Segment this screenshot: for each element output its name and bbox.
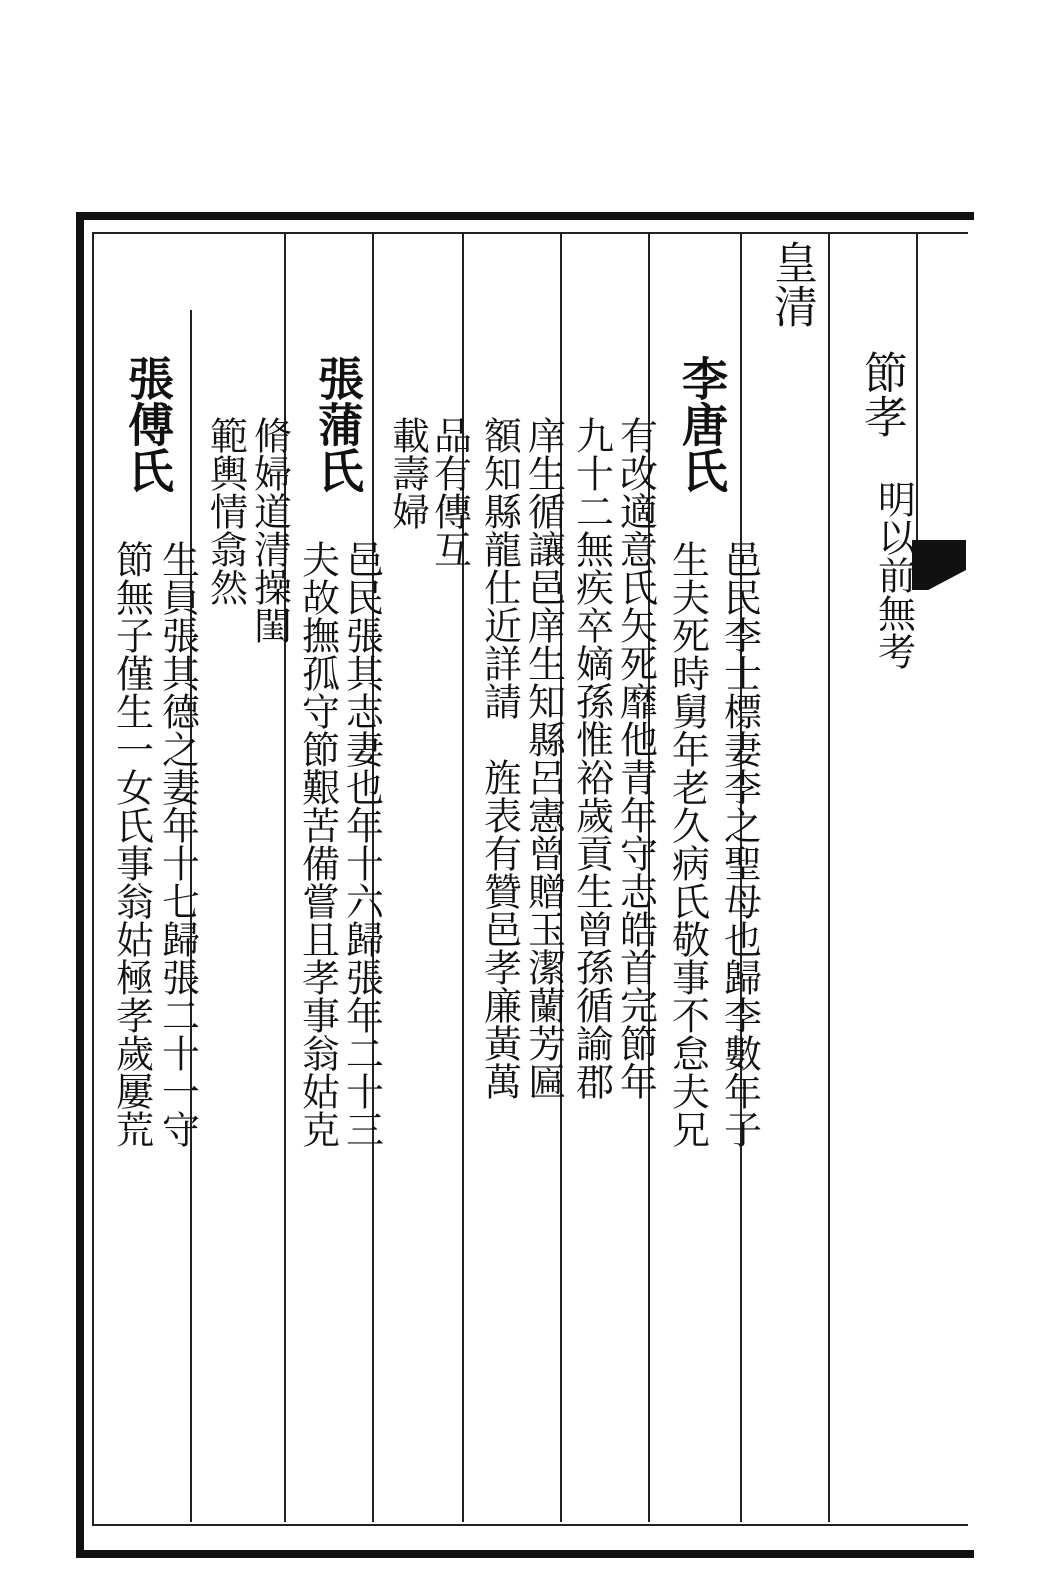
entry-name-zhang-pu: 張蒲氏 — [311, 355, 365, 493]
entry-text-column: 脩婦道清操閨 — [247, 416, 292, 644]
entry-text-column: 庠生循讓邑庠生知縣呂憲曾贈玉潔蘭芳匾 — [521, 416, 566, 1100]
entry-text-column: 九十二無疾卒嫡孫惟裕歲貢生曾孫循諭郡 — [569, 416, 614, 1100]
entry-text-column: 額知縣龍仕近詳請 旌表有贊邑孝廉黃萬 — [477, 416, 522, 1100]
entry-text-column: 生員張其德之妻年十七歸張二十一守 — [155, 540, 200, 1148]
dynasty-heading: 皇清 — [766, 240, 817, 328]
column-rule — [828, 232, 830, 1522]
entry-text-column: 有改適意氏矢死靡他青年守志皓首完節年 — [613, 416, 658, 1100]
entry-name-li-tang: 李唐氏 — [675, 355, 729, 493]
entry-text-column: 生夫死時舅年老久病氏敬事不怠夫兄 — [665, 540, 710, 1148]
entry-text-column: 邑民李士標妻李之聖母也歸李數年子 — [717, 540, 762, 1148]
section-note: 明以前無考 — [871, 480, 916, 670]
entry-text-column: 節無子僅生一女氏事翁姑極孝歲屢荒 — [109, 540, 154, 1148]
entry-text-column: 夫故撫孤守節艱苦備嘗且孝事翁姑克 — [295, 540, 340, 1148]
entry-text-column: 範輿情翕然 — [203, 416, 248, 606]
entry-text-column: 載壽婦 — [385, 416, 430, 530]
entry-text-column: 品有傳互 — [427, 416, 472, 568]
section-title: 節孝 — [856, 350, 907, 438]
entry-name-zhang-fu: 張傅氏 — [121, 355, 175, 493]
entry-text-column: 邑民張其志妻也年十六歸張年二十三 — [339, 540, 384, 1148]
